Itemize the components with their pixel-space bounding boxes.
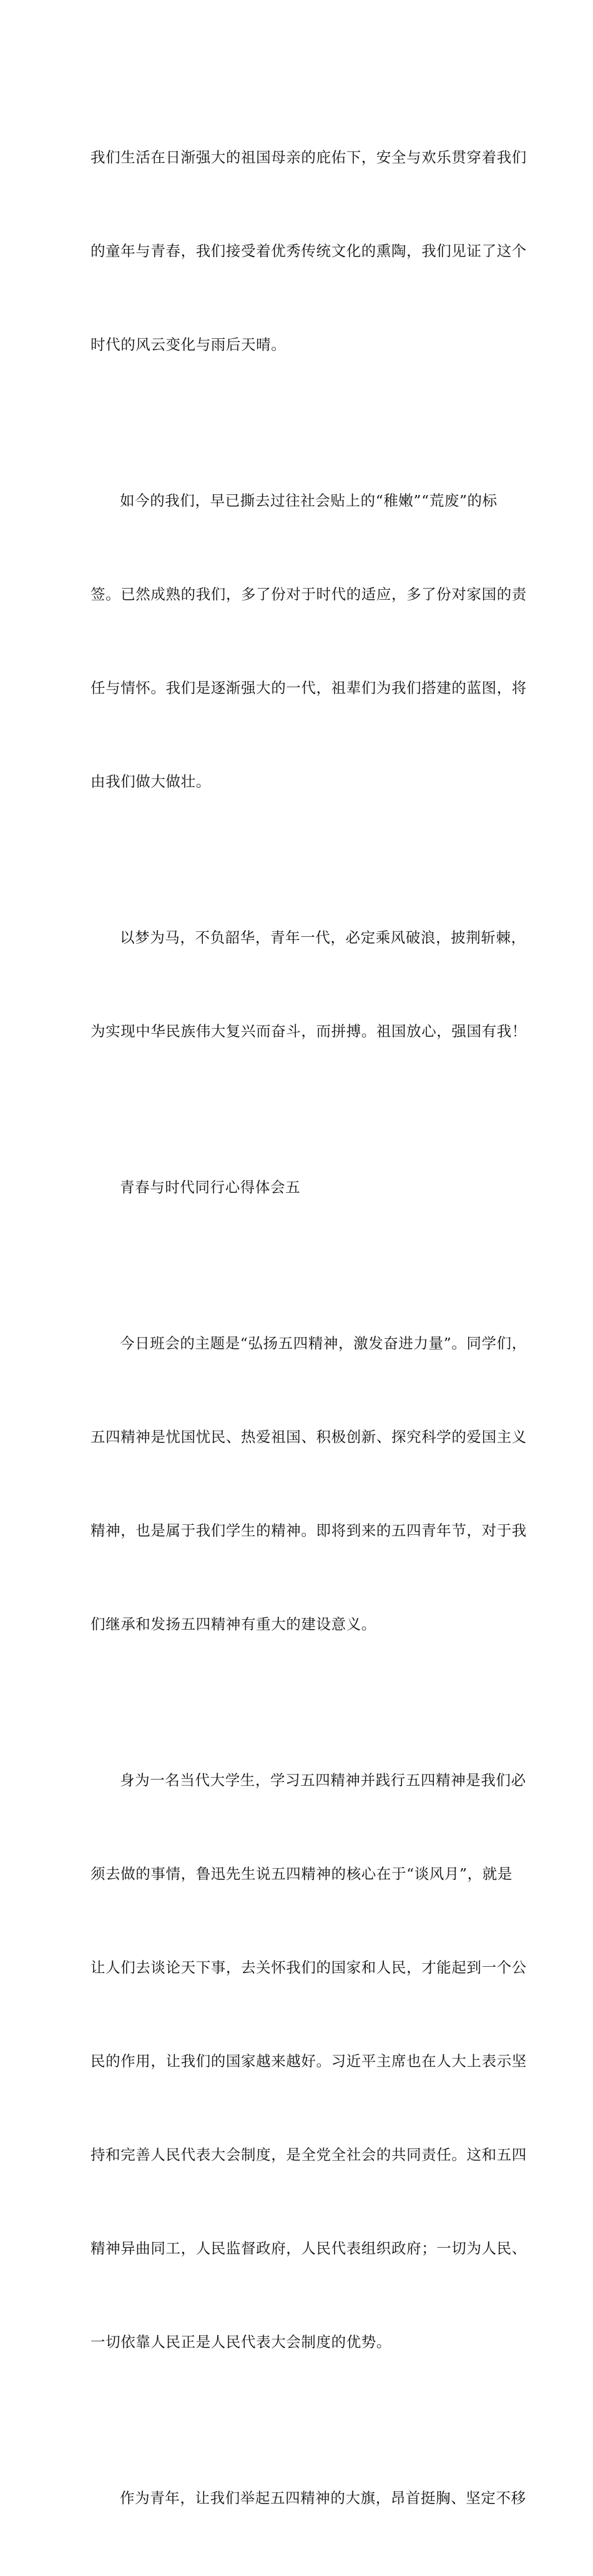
text-line: 让人们去谈论天下事，去关怀我们的国家和人民，才能起到一个公 bbox=[91, 1959, 527, 1976]
paragraph-2 bbox=[91, 423, 527, 859]
text-line: 五四精神是忧国忧民、热爱祖国、积极创新、探究科学的爱国主义 bbox=[91, 1428, 527, 1446]
text-line: 的童年与青春，我们接受着优秀传统文化的熏陶，我们见证了这个 bbox=[91, 242, 527, 260]
heading-text: 青春与时代同行心得体会五 bbox=[120, 1178, 301, 1196]
text-line: 时代的风云变化与雨后天晴。 bbox=[91, 336, 287, 353]
text-line: 由我们做大做壮。 bbox=[91, 773, 211, 790]
text-line: 以梦为马，不负韶华，青年一代，必定乘风破浪，披荆斩棘， bbox=[120, 929, 526, 946]
text-line: 民的作用，让我们的国家越来越好。习近平主席也在人大上表示坚 bbox=[91, 2052, 527, 2070]
paragraph-4 bbox=[91, 1265, 527, 1702]
text-line: 为实现中华民族伟大复兴而奋斗，而拼搏。祖国放心，强国有我！ bbox=[91, 1022, 527, 1040]
text-line: 身为一名当代大学生，学习五四精神并践行五四精神是我们必 bbox=[120, 1771, 526, 1789]
paragraph-1 bbox=[91, 79, 527, 423]
text-line: 如今的我们，早已撕去过往社会贴上的“稚嫩”“荒废”的标 bbox=[120, 492, 497, 509]
text-line: 精神，也是属于我们学生的精神。即将到来的五四青年节，对于我 bbox=[91, 1522, 527, 1539]
text-line: 签。已然成熟的我们，多了份对于时代的适应，多了份对家国的责 bbox=[91, 585, 527, 603]
paragraph-6 bbox=[91, 2420, 526, 2576]
text-line: 一切依靠人民正是人民代表大会制度的优势。 bbox=[91, 2333, 391, 2351]
text-line: 任与情怀。我们是逐渐强大的一代，祖辈们为我们搭建的蓝图，将 bbox=[91, 679, 527, 697]
text-line: 须去做的事情，鲁迅先生说五四精神的核心在于“谈风月”，就是 bbox=[91, 1865, 512, 1883]
section-heading bbox=[91, 1109, 506, 1265]
text-line: 作为青年，让我们举起五四精神的大旗，昂首挺胸、坚定不移 bbox=[120, 2489, 526, 2507]
paragraph-3 bbox=[91, 859, 527, 1109]
text-line: 持和完善人民代表大会制度，是全党全社会的共同责任。这和五四 bbox=[91, 2146, 527, 2163]
document-body bbox=[91, 79, 527, 2576]
paragraph-5 bbox=[91, 1702, 527, 2420]
text-line: 今日班会的主题是“弘扬五四精神，激发奋进力量”。同学们， bbox=[120, 1335, 527, 1352]
text-line: 精神异曲同工，人民监督政府，人民代表组织政府；一切为人民、 bbox=[91, 2240, 527, 2257]
text-line: 们继承和发扬五四精神有重大的建设意义。 bbox=[91, 1615, 376, 1633]
text-line: 我们生活在日渐强大的祖国母亲的庇佑下，安全与欢乐贯穿着我们 bbox=[91, 149, 527, 166]
